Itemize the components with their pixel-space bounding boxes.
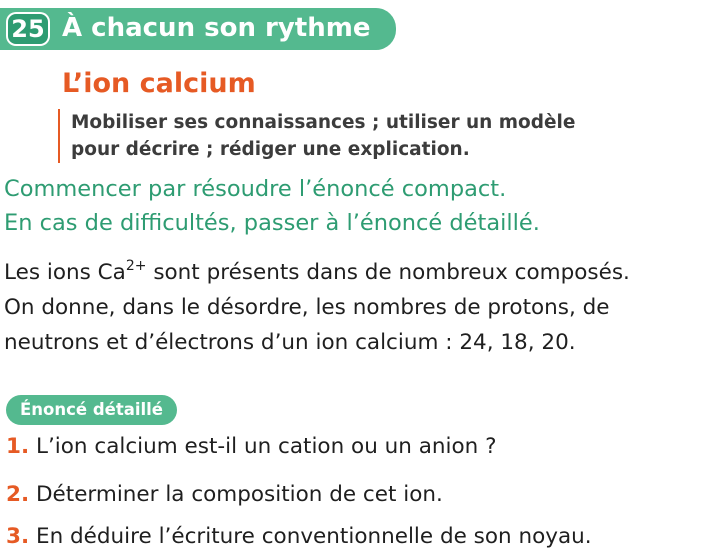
exercise-number: 25: [8, 14, 48, 44]
exercise-header-title: À chacun son rythme: [62, 13, 371, 43]
detailed-statement-tag: Énoncé détaillé: [6, 395, 177, 425]
question-number: 2.: [6, 482, 30, 507]
instruction-line-1: Commencer par résoudre l’énoncé compact.: [4, 176, 507, 202]
ion-charge: 2+: [125, 258, 147, 274]
exercise-title: L’ion calcium: [62, 68, 256, 99]
instruction-line-2: En cas de difficultés, passer à l’énoncé détaillé.: [4, 210, 540, 236]
skills-line-2: pour décrire ; rédiger une explication.: [71, 139, 470, 160]
skills-block: [58, 109, 575, 163]
question-1: [6, 430, 497, 464]
question-text: En déduire l’écriture conventionnelle de son noyau.: [35, 524, 592, 549]
question-text: L’ion calcium est-il un cation ou un anion ?: [35, 434, 497, 459]
statement-line-2: On donne, dans le désordre, les nombres de protons, de: [4, 295, 610, 320]
question-number: 1.: [6, 434, 30, 459]
statement-line-1: [4, 255, 630, 290]
question-2: [6, 478, 443, 512]
statement-line-1-end: sont présents dans de nombreux composés.: [146, 260, 630, 285]
exercise-number-badge: [6, 12, 50, 46]
instruction-block: [4, 172, 540, 240]
question-3: [6, 520, 592, 554]
skills-line-1: Mobiliser ses connaissances ; utiliser un modèle: [71, 112, 576, 133]
question-text: Déterminer la composition de cet ion.: [35, 482, 443, 507]
statement-line-1-start: Les ions Ca: [4, 260, 126, 285]
statement-line-3: neutrons et d’électrons d’un ion calcium : 24, 18, 20.: [4, 330, 576, 355]
question-number: 3.: [6, 524, 30, 549]
statement-block: [4, 255, 630, 360]
